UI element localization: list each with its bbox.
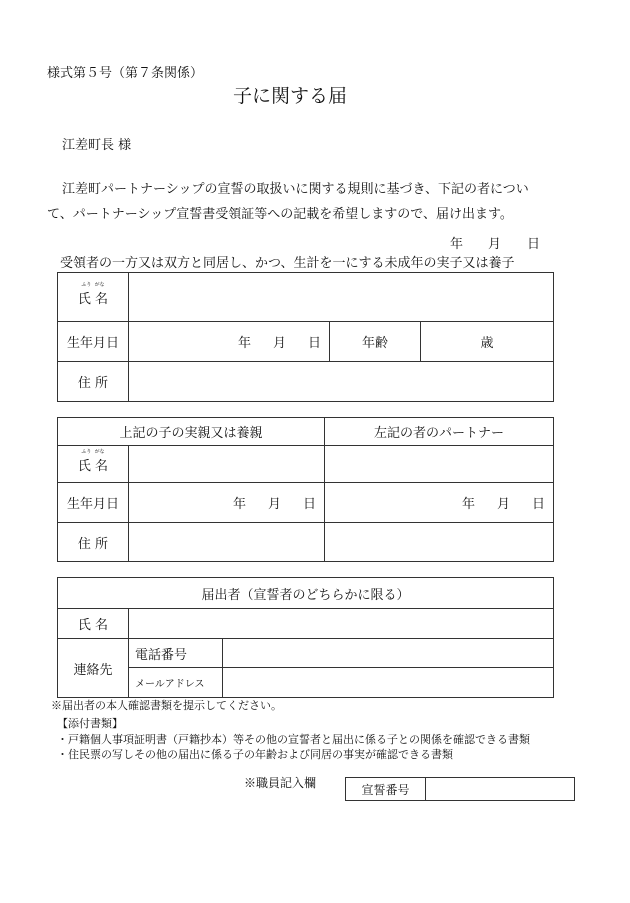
partner-name-field[interactable]: [325, 446, 554, 483]
parent-birth-field[interactable]: 年 月 日: [129, 483, 325, 523]
child-name-label-cell: ふり がな 氏 名: [58, 273, 129, 322]
parent-name-label-cell: ふり がな 氏 名: [58, 446, 129, 483]
parent-address-field[interactable]: [129, 523, 325, 562]
staff-label: ※職員記入欄: [244, 776, 317, 790]
id-note: ※届出者の本人確認書類を提示してください。: [51, 699, 282, 712]
email-label: メールアドレス: [129, 668, 223, 698]
child-age-field[interactable]: [421, 322, 554, 362]
email-field[interactable]: [223, 668, 554, 698]
oath-number-label: 宣誓番号: [346, 778, 426, 801]
parent-table: [57, 417, 554, 562]
attachment-item-1: ・戸籍個人事項証明書（戸籍抄本）等その他の宣誓者と届出に係る子との関係を確認できる書類: [57, 733, 530, 746]
child-age-unit: 歳: [480, 336, 494, 351]
intro-line-1: 江差町パートナーシップの宣誓の取扱いに関する規則に基づき、下記の者につい: [62, 182, 529, 197]
form-number: 様式第５号（第７条関係）: [47, 66, 204, 81]
addressee: 江差町長 様: [62, 138, 132, 153]
phone-label: 電話番号: [129, 639, 223, 668]
parent-address-label: 住 所: [58, 523, 129, 562]
child-address-label: 住 所: [58, 362, 129, 402]
parent-name-field[interactable]: [129, 446, 325, 483]
intro-line-2: て、パートナーシップ宣誓書受領証等への記載を希望しますので、届け出ます。: [47, 207, 513, 222]
date-year-label: 年: [450, 237, 464, 252]
staff-table: [345, 777, 575, 801]
phone-field[interactable]: [223, 639, 554, 668]
attachments-title: 【添付書類】: [57, 717, 123, 730]
parent-header: 上記の子の実親又は養親: [58, 418, 325, 446]
applicant-name-field[interactable]: [129, 609, 554, 639]
partner-birth-field[interactable]: 年 月 日: [325, 483, 554, 523]
child-birth-field[interactable]: 年 月 日: [129, 322, 330, 362]
child-address-field[interactable]: [129, 362, 554, 402]
child-section-caption: 受領者の一方又は双方と同居し、かつ、生計を一にする未成年の実子又は養子: [60, 256, 515, 271]
contact-label: 連絡先: [58, 639, 129, 698]
applicant-table: [57, 577, 554, 698]
child-table: [57, 272, 554, 402]
child-age-label: 年齢: [330, 322, 421, 362]
date-day-label: 日: [527, 237, 541, 252]
applicant-header: 届出者（宣誓者のどちらかに限る）: [58, 578, 554, 609]
parent-name-label: 氏 名: [77, 458, 109, 474]
oath-number-field[interactable]: [426, 778, 575, 801]
partner-header: 左記の者のパートナー: [325, 418, 554, 446]
date-month-label: 月: [488, 237, 502, 252]
parent-birth-label: 生年月日: [58, 483, 129, 523]
child-birth-label: 生年月日: [58, 322, 129, 362]
child-name-field[interactable]: [129, 273, 554, 322]
partner-address-field[interactable]: [325, 523, 554, 562]
child-name-label: 氏 名: [77, 291, 109, 307]
page-title: 子に関する届: [233, 85, 348, 107]
attachment-item-2: ・住民票の写しその他の届出に係る子の年齢および同居の事実が確認できる書類: [57, 748, 453, 761]
applicant-name-label: 氏 名: [58, 609, 129, 639]
